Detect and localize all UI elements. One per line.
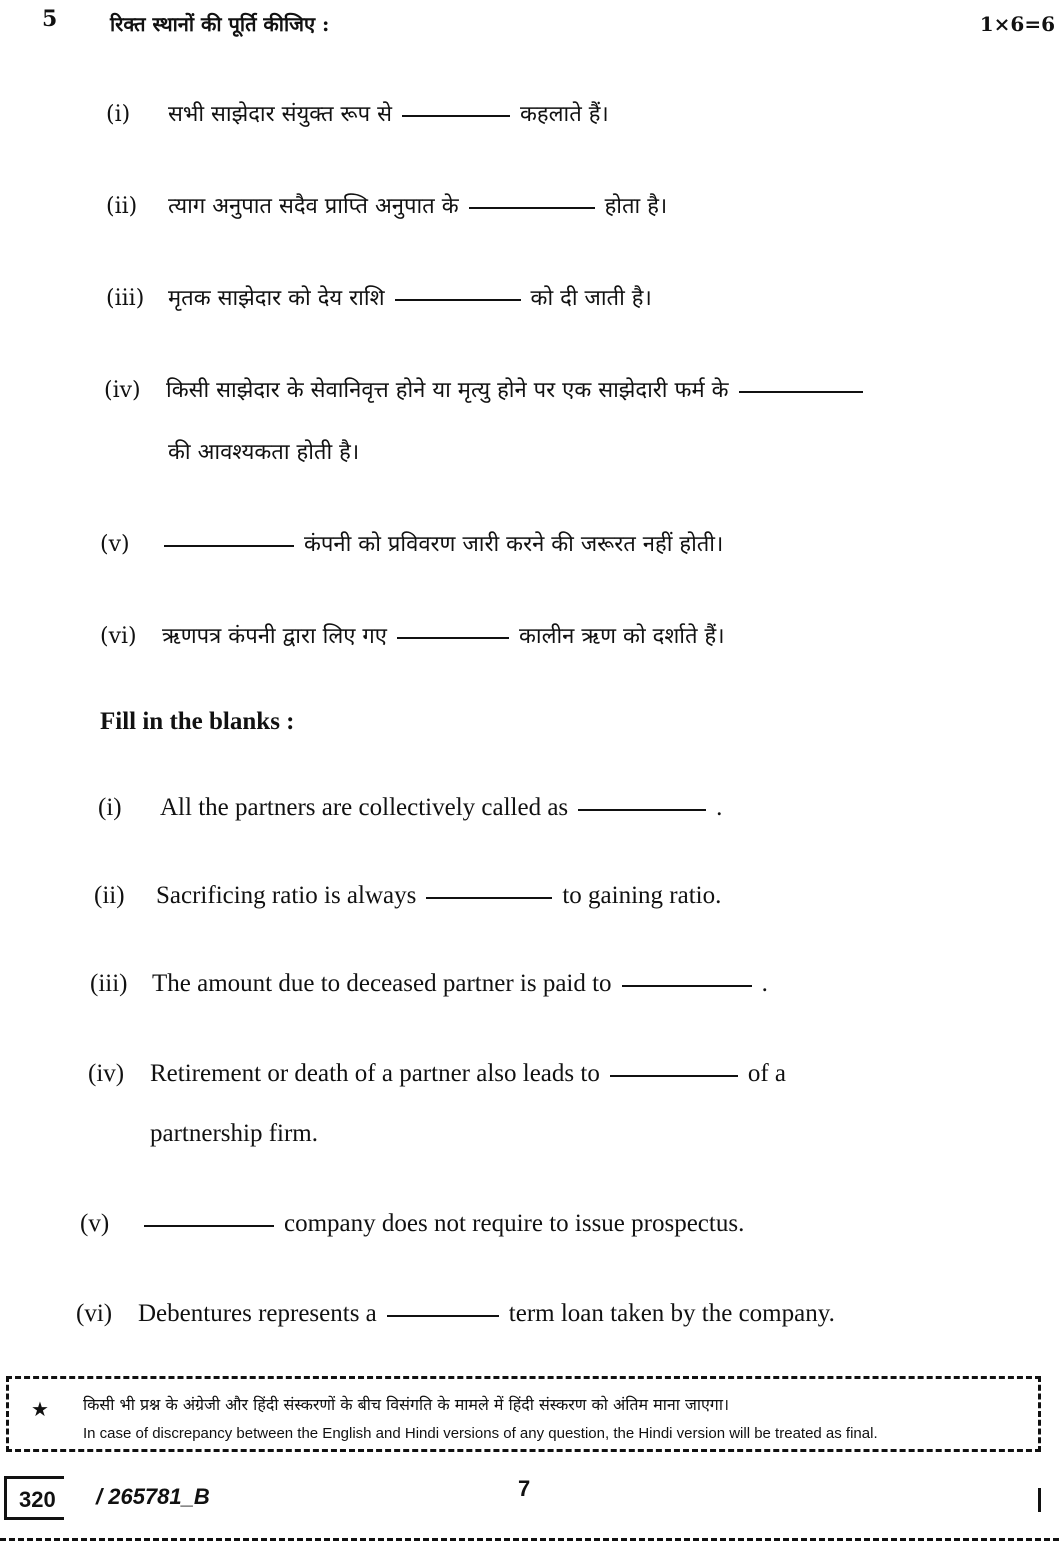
- page-number: 7: [518, 1476, 531, 1501]
- item-text-after: कहलाते हैं।: [520, 102, 609, 127]
- paper-serial: / 265781_B: [96, 1484, 210, 1509]
- hindi-item-3: [106, 282, 652, 312]
- hindi-item-5: [100, 528, 723, 558]
- item-text-before: The amount due to deceased partner is paid to: [152, 970, 612, 997]
- item-number: (ii): [94, 882, 125, 909]
- item-text-after: को दी जाती है।: [530, 286, 652, 311]
- blank-line: [610, 1074, 738, 1077]
- blank-line: [387, 1314, 499, 1317]
- blank-line: [397, 636, 509, 639]
- item-number: (iii): [106, 286, 145, 311]
- item-text-after: to gaining ratio.: [562, 882, 722, 909]
- english-item-2: [94, 882, 721, 910]
- blank-line: [402, 114, 510, 117]
- item-text-before: मृतक साझेदार को देय राशि: [168, 286, 385, 311]
- note-hindi: किसी भी प्रश्न के अंग्रेजी और हिंदी संस्करणों के बीच विसंगति के मामले में हिंदी संस्करण को अंतिम माना जाएगा।: [83, 1395, 730, 1414]
- item-text-before: Sacrificing ratio is always: [156, 882, 417, 909]
- item-text-after: कंपनी को प्रविवरण जारी करने की जरूरत नहीं होती।: [304, 532, 724, 557]
- item-text-before: Debentures represents a: [138, 1300, 377, 1327]
- blank-line: [622, 984, 752, 987]
- blank-line: [739, 390, 863, 393]
- question-number: 5: [42, 6, 58, 32]
- english-item-4: [88, 1060, 786, 1088]
- item-text-before: सभी साझेदार संयुक्त रूप से: [168, 102, 393, 127]
- item-number: (ii): [106, 194, 138, 219]
- item-number: (i): [98, 794, 122, 821]
- hindi-item-4-continuation: की आवश्यकता होती है।: [168, 440, 360, 465]
- item-number: (iv): [104, 378, 141, 403]
- item-text-after: .: [716, 794, 723, 821]
- hindi-item-6: [100, 620, 725, 650]
- item-text-after: term loan taken by the company.: [508, 1300, 835, 1327]
- blank-line: [395, 298, 521, 301]
- note-english: In case of discrepancy between the English and Hindi versions of any question, the Hindi version will be treated as final.: [83, 1425, 878, 1442]
- bottom-dashed-rule: [0, 1538, 1059, 1541]
- paper-code-box: [4, 1476, 64, 1520]
- blank-line: [469, 206, 595, 209]
- item-text-after: होता है।: [604, 194, 668, 219]
- english-item-4-continuation: partnership firm.: [150, 1120, 319, 1147]
- star-icon: ★: [31, 1397, 49, 1421]
- blank-line: [426, 896, 552, 899]
- english-heading: Fill in the blanks :: [100, 708, 295, 735]
- question-marks: 1×6=6: [979, 12, 1055, 36]
- item-number: (vi): [76, 1300, 113, 1327]
- item-number: (iv): [88, 1060, 125, 1087]
- hindi-item-1: [106, 98, 609, 128]
- hindi-item-2: [106, 190, 667, 220]
- item-text-after: कालीन ऋण को दर्शाते हैं।: [518, 624, 725, 649]
- item-text-after: of a: [747, 1060, 787, 1087]
- english-item-1: [98, 794, 722, 822]
- item-number: (v): [80, 1210, 110, 1237]
- item-text-before: किसी साझेदार के सेवानिवृत्त होने या मृत्यु होने पर एक साझेदारी फर्म के: [166, 378, 729, 403]
- question-title-hindi: रिक्त स्थानों की पूर्ति कीजिए :: [110, 12, 330, 36]
- item-number: (iii): [90, 970, 128, 997]
- paper-code: 320: [19, 1487, 56, 1512]
- blank-line: [578, 808, 706, 811]
- item-text-before: त्याग अनुपात सदैव प्राप्ति अनुपात के: [168, 194, 459, 219]
- blank-line: [164, 544, 294, 547]
- item-number: (i): [106, 102, 131, 127]
- english-item-6: [76, 1300, 835, 1328]
- item-number: (v): [100, 532, 130, 557]
- item-text-before: Retirement or death of a partner also leads to: [150, 1060, 600, 1087]
- item-number: (vi): [100, 624, 137, 649]
- english-item-5: [80, 1210, 744, 1238]
- item-text-before: ऋणपत्र कंपनी द्वारा लिए गए: [162, 624, 387, 649]
- footer-right-mark: [1038, 1488, 1041, 1512]
- item-text-after: company does not require to issue prospectus.: [284, 1210, 745, 1237]
- hindi-item-4: [104, 374, 873, 404]
- english-item-3: [90, 970, 768, 998]
- blank-line: [144, 1224, 274, 1227]
- item-text-before: All the partners are collectively called as: [160, 794, 569, 821]
- item-text-after: .: [761, 970, 768, 997]
- discrepancy-note-box: [6, 1376, 1041, 1452]
